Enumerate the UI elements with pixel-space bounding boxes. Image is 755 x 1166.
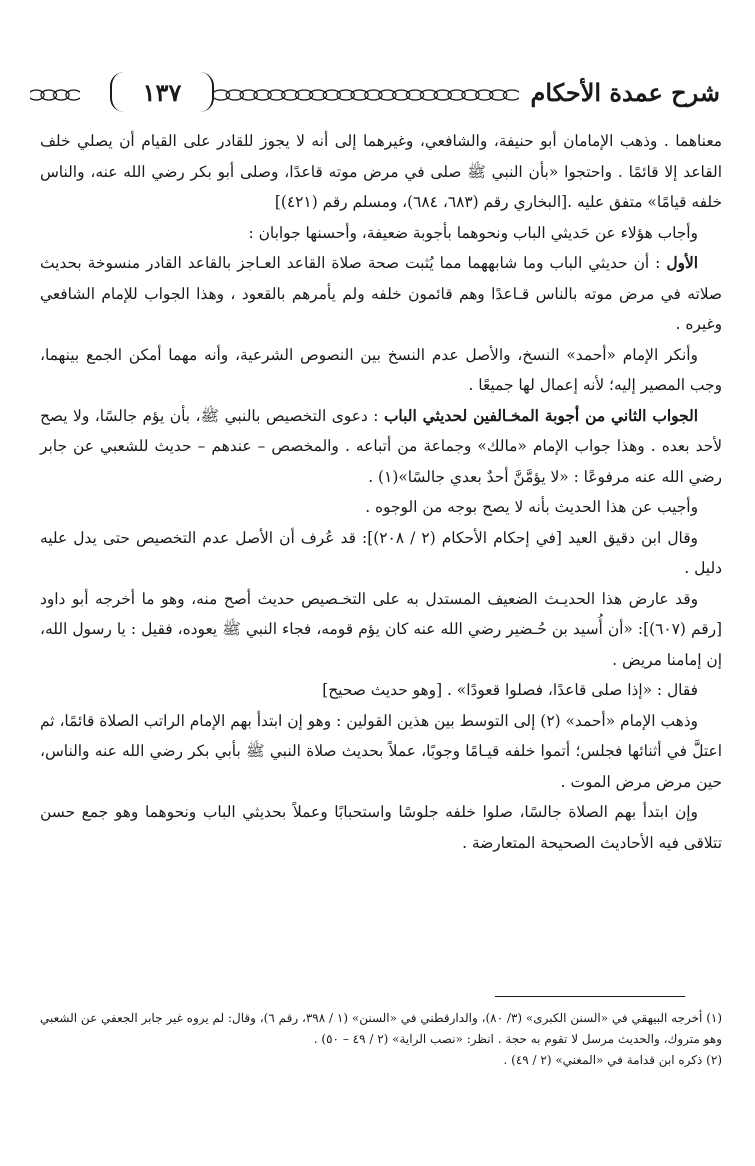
- chain-link-ornament: [226, 90, 243, 100]
- chain-link-ornament: [240, 90, 257, 100]
- paragraph: معناهما . وذهب الإمامان أبو حنيفة، والشافعي، وغيرهما إلى أنه لا يجوز للقادر على القيام أن يصلي خلف القاعد إلا قائمًا . واحتجوا «بأن النبي ﷺ صلى في مرض موته قاعدًا، وصلى أبو بكر رضي الله عنه، والناس خلفه قيامًا» متفق عليه .[البخاري رقم (٦٨٣، ٦٨٤)، ومسلم رقم (٤٢١)]: [40, 132, 722, 211]
- main-text: [40, 126, 722, 858]
- chain-link-ornament: [54, 90, 70, 100]
- chain-link-ornament: [434, 90, 451, 100]
- chain-link-ornament: [351, 90, 368, 100]
- paragraph: الجواب الثاني من أجوبة المخـالفين لحديثي الباب : دعوى التخصيص بالنبي ﷺ، بأن يؤم جالسًا، ولا يصح لأحد بعده . وهذا جواب الإمام «مالك» وجماعة من أتباعه . والمخصص – عندهم – حديث للشعبي عن جابر رضي الله عنه مرفوعًا : «لا يؤمَّنَّ أحدٌ بعدي جالسًا»(١) .: [40, 406, 722, 486]
- chain-link-ornament: [393, 90, 410, 100]
- paragraph: وأجاب هؤلاء عن حَديثي الباب ونحوهما بأجوبة ضعيفة، وأحسنها جوابان :: [248, 223, 698, 242]
- chain-link-ornament: [254, 90, 271, 100]
- chain-link-ornament: [379, 90, 396, 100]
- chain-link-ornament: [30, 90, 44, 100]
- paragraph-lead: الجواب الثاني من أجوبة المخـالفين لحديثي الباب: [383, 406, 698, 425]
- chain-link-ornament: [448, 90, 465, 100]
- chain-link-ornament: [406, 90, 423, 100]
- paragraph: وذهب الإمام «أحمد» (٢) إلى التوسط بين هذين القولين : وهو إن ابتدأ بهم الإمام الراتب الصلاة قائمًا، ثم اعتلَّ في أثنائها فجلس؛ أتموا خلفه قيـامًا وجوبًا، عملاً بحديث صلاة النبي ﷺ بأبي بكر رضي الله عنه والناس، حين مرض مرض الموت .: [40, 711, 722, 791]
- footnotes: [40, 1008, 722, 1071]
- paragraph: وأنكر الإمام «أحمد» النسخ، والأصل عدم النسخ بين النصوص الشرعية، وأنه مهما أمكن الجمع بينهما، وجب المصير إليه؛ لأنه إعمال لها جميعًا .: [40, 345, 722, 394]
- chain-link-ornament: [337, 90, 354, 100]
- footnote-divider: [495, 996, 685, 997]
- paragraph: وقد عارض هذا الحديـث الضعيف المستدل به على التخـصيص حديث أصح منه، وهو ما أخرجه أبو داود [رقم (٦٠٧)]: «أن أُسيد بن حُـضير رضي الله عنه كان يؤم قومه، فجاء النبي ﷺ يعوده، فقيل : يا رسول الله، إن إمامنا مريض .: [40, 589, 723, 669]
- chain-link-ornament: [66, 90, 80, 100]
- header-ornament-chain: [214, 88, 519, 102]
- book-title: شرح عمدة الأحكام: [530, 78, 720, 107]
- paragraph: وقال ابن دقيق العيد [في إحكام الأحكام (٢ / ٢٠٨)]: قد عُرف أن الأصل عدم التخصيص حتى يدل عليه دليل .: [40, 528, 722, 577]
- paragraph: فقال : «إذا صلى قاعدًا، فصلوا قعودًا» . [وهو حديث صحيح]: [322, 681, 698, 699]
- paragraph: وأجيب عن هذا الحديث بأنه لا يصح بوجه من الوجوه .: [365, 498, 698, 516]
- chain-link-ornament: [309, 90, 326, 100]
- chain-link-ornament: [214, 90, 230, 100]
- chain-link-ornament: [41, 90, 57, 100]
- chain-link-ornament: [420, 90, 437, 100]
- page-number-frame: [110, 72, 214, 112]
- page-header: [30, 72, 720, 120]
- page-number: ١٣٧: [142, 77, 182, 107]
- chain-link-ornament: [462, 90, 479, 100]
- chain-link-ornament: [490, 90, 507, 100]
- chain-link-ornament: [282, 90, 299, 100]
- header-ornament-small: [30, 88, 80, 102]
- chain-link-ornament: [296, 90, 313, 100]
- chain-link-ornament: [503, 90, 519, 100]
- footnote: (١) أخرجه البيهقي في «السنن الكبرى» (٣/ ٨٠)، والدارقطني في «السنن» (١ / ٣٩٨، رقم ٦)، وقال: لم يروه غير جابر الجعفي عن الشعبي وهو متروك، والحديث مرسل لا تقوم به حجة . انظر: «نصب الراية» (٢ / ٤٩ – ٥٠) .: [40, 1011, 723, 1046]
- paragraph-lead: الأول: [666, 254, 698, 272]
- chain-link-ornament: [365, 90, 382, 100]
- paragraph: الأول : أن حديثي الباب وما شابههما مما يُثبت صحة صلاة القاعد العـاجز بالقاعد القادر منسوخة بحديث صلاته في مرض موته بالناس قـاعدًا وهم قائمون خلفه ولم يأمرهم بالقعود ، وهذا الجواب للإمام الشافعي وغيره .: [40, 254, 722, 333]
- paragraph: وإن ابتدأ بهم الصلاة جالسًا، صلوا خلفه جلوسًا واستحبابًا وعملاً بحديثي الباب ونحوهما وهو جمع حسن تتلاقى فيه الأحاديث الصحيحة المتعارضة .: [40, 803, 722, 852]
- chain-link-ornament: [476, 90, 493, 100]
- chain-link-ornament: [323, 90, 340, 100]
- chain-link-ornament: [268, 90, 285, 100]
- footnote: (٢) ذكره ابن قدامة في «المغني» (٢ / ٤٩) .: [503, 1053, 722, 1067]
